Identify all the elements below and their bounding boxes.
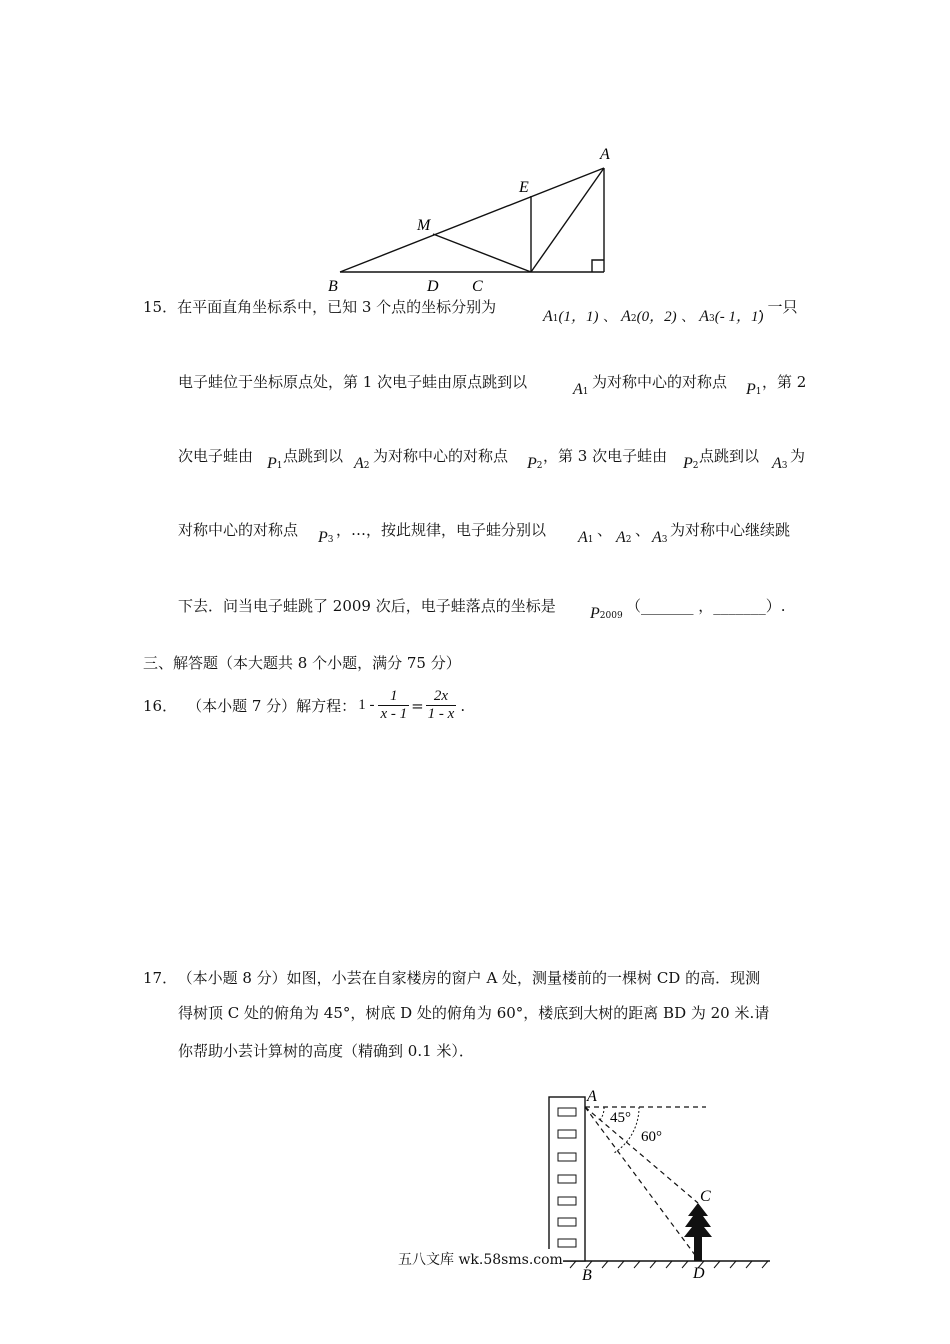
a2-coord: (0，2) xyxy=(636,309,677,325)
triangle-figure xyxy=(320,140,630,300)
q15-answer-blanks: （_______ ，_______）. xyxy=(626,597,786,615)
q15-line3-e: 点跳到以 xyxy=(699,447,760,465)
q15-line3-f: 为 xyxy=(790,447,806,465)
right-angle-mark xyxy=(592,260,604,272)
a1-coord: (1，1) xyxy=(558,309,599,325)
segment-mc xyxy=(433,234,531,272)
q17-line1: （本小题 8 分）如图，小芸在自家楼房的窗户 A 处，测量楼前的一棵树 CD 的高．现测 xyxy=(185,969,761,987)
label-B: B xyxy=(328,278,338,295)
segment-ab xyxy=(340,168,604,272)
sight-line-to-C xyxy=(585,1107,698,1203)
q16-number: 16． xyxy=(143,697,178,715)
label-D: D xyxy=(427,278,439,295)
q15-line4-b: ，…，按此规律，电子蛙分别以 xyxy=(336,521,547,539)
q15-line1: 在平面直角坐标系中，已知 3 个点的坐标分别为 xyxy=(177,298,497,316)
label-M: M xyxy=(417,217,431,234)
label-angle-60: 60° xyxy=(641,1129,662,1145)
q17-line3: 你帮助小芸计算树的高度（精确到 0.1 米）． xyxy=(178,1042,474,1060)
q15-line5-a: 下去．问当电子蛙跳了 2009 次后，电子蛙落点的坐标是 xyxy=(178,597,556,615)
q16-text: （本小题 7 分）解方程： xyxy=(187,697,357,715)
q15-line2-a: 电子蛙位于坐标原点处，第 1 次电子蛙由原点跳到以 xyxy=(178,373,528,391)
segment-ac xyxy=(531,168,604,272)
label-E: E xyxy=(519,179,529,196)
q15-line4-c: 为对称中心继续跳 xyxy=(670,521,791,539)
label-C: C xyxy=(472,278,483,295)
q15-line2-b: 为对称中心的对称点 xyxy=(592,373,728,391)
q15-line3-b: 点跳到以 xyxy=(283,447,344,465)
q17-number: 17． xyxy=(143,969,178,987)
q16-fraction-2: $\frac{2x}{1 - x}$ xyxy=(427,688,455,722)
watermark: 五八文库 wk.58sms.com xyxy=(398,1249,563,1269)
label-angle-45: 45° xyxy=(610,1110,631,1126)
q15-line1-end: . 一只 xyxy=(758,298,798,316)
q15-line3-a: 次电子蛙由 xyxy=(178,447,254,465)
q15-line3-d: ，第 3 次电子蛙由 xyxy=(543,447,668,465)
label-D: D xyxy=(693,1265,705,1282)
angle-arc-45 xyxy=(600,1107,604,1120)
a3-coord: (- 1，1) xyxy=(714,309,764,325)
q15-number: 15． xyxy=(143,298,178,316)
question-16: 16． （本小题 7 分）解方程： 1 - $\frac{1}{x - 1}$ = $\frac{2x}{1 - x}$ . xyxy=(143,688,466,722)
building-tree-figure xyxy=(530,1085,780,1285)
q15-line2-c: ，第 2 xyxy=(762,373,807,391)
q16-lhs: 1 - xyxy=(358,697,375,713)
label-C: C xyxy=(700,1188,711,1205)
label-A: A xyxy=(600,146,610,163)
q17-line2: 得树顶 C 处的俯角为 45°，树底 D 处的俯角为 60°，楼底到大树的距离 BD 为 20 米.请 xyxy=(178,1004,770,1022)
q15-line3-c: 为对称中心的对称点 xyxy=(373,447,509,465)
q15-line4-a: 对称中心的对称点 xyxy=(178,521,299,539)
section-3-heading: 三、解答题（本大题共 8 个小题，满分 75 分） xyxy=(143,654,461,672)
q16-fraction-1: $\frac{1}{x - 1}$ xyxy=(380,688,408,722)
label-A: A xyxy=(587,1088,597,1105)
ground-hatch xyxy=(538,1261,768,1268)
label-B: B xyxy=(582,1267,592,1284)
tree-crown xyxy=(684,1203,712,1237)
